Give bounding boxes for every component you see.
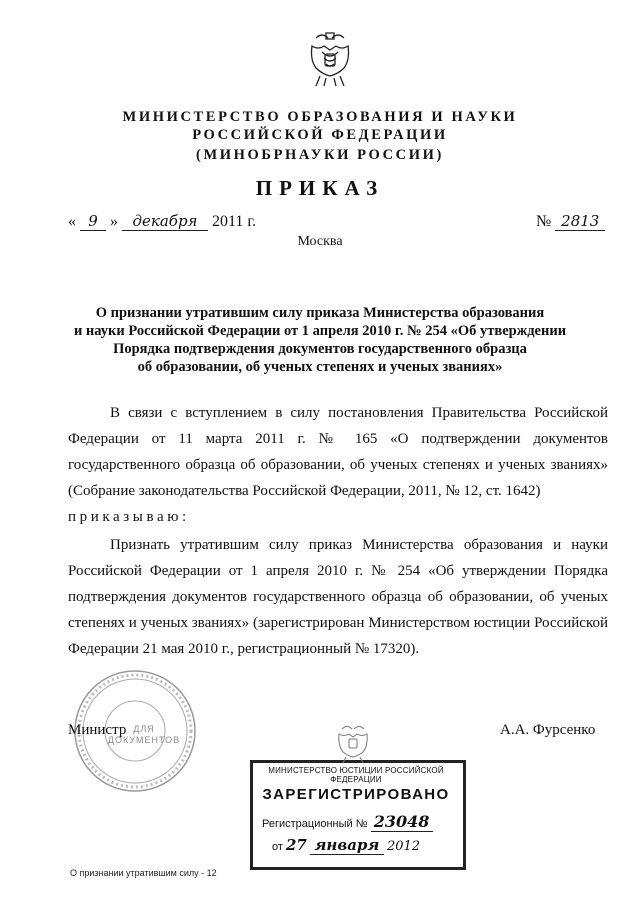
subject-line: Порядка подтверждения документов государственного образца [113, 341, 527, 357]
stamp-reg-label: Регистрационный № [262, 818, 368, 830]
stamp-date-year: 2012 [386, 839, 421, 854]
stamp-registration [262, 812, 433, 832]
quote-open: « [68, 213, 76, 230]
russian-eagle-emblem [308, 32, 352, 88]
subject-line: и науки Российской Федерации от 1 апреля 2010 г. № 254 «Об утверждении [73, 323, 567, 339]
round-seal-text: ДЛЯ ДОКУМЕНТОВ [107, 724, 181, 745]
order-number-value: 2813 [555, 212, 605, 231]
stamp-reg-number: 23048 [371, 812, 433, 832]
stamp-date-day: 27 [285, 836, 307, 854]
stamp-date [272, 836, 420, 855]
order-month: декабря [122, 212, 208, 231]
prikazyvayu: приказываю: [68, 509, 190, 525]
ministry-name-line2: РОССИЙСКОЙ ФЕДЕРАЦИИ [192, 127, 448, 143]
document-title: ПРИКАЗ [255, 176, 385, 200]
signatory-position: Министр [68, 722, 127, 738]
stamp-ministry: МИНИСТЕРСТВО ЮСТИЦИИ РОССИЙСКОЙ ФЕДЕРАЦИИ [268, 766, 444, 784]
order-number [536, 212, 605, 231]
number-label: № [536, 213, 552, 230]
signatory-name: А.А. Фурсенко [500, 722, 596, 738]
order-date [68, 212, 256, 231]
stamp-emblem [336, 724, 370, 764]
subject-line: об образовании, об ученых степенях и ученых званиях» [137, 359, 503, 375]
body-paragraph-1: В связи с вступлением в силу постановления Правительства Российской Федерации от 11 марта 2011 г. № 165 «О подтверждении документов государственного образца об образовании, об ученых степенях и ученых званиях» (Собрание законодательства Российской Федерации, 2011, № 12, ст. 1642) [68, 405, 608, 499]
body-paragraph-2: Признать утратившим силу приказ Министерства образования и науки Российской Федерации от 1 апреля 2010 г. № 254 «Об утверждении Порядка подтверждения документов государственного образца об образовании, об ученых степенях и ученых званиях» (зарегистрирован Министерством юстиции Российской Федерации 21 мая 2010 г., регистрационный № 17320). [68, 537, 608, 657]
order-subject [0, 304, 640, 376]
stamp-date-month: января [310, 836, 384, 855]
ministry-short-name: (МИНОБРНАУКИ РОССИИ) [196, 147, 444, 163]
footer-note: О признании утратившим силу - 12 [70, 868, 217, 878]
quote-close: » [110, 213, 118, 230]
order-city: Москва [297, 234, 343, 249]
subject-line: О признании утратившим силу приказа Министерства образования [95, 305, 545, 321]
order-day: 9 [80, 212, 106, 231]
order-year: 2011 г. [212, 213, 257, 230]
stamp-date-prefix: от [272, 841, 283, 853]
stamp-status: ЗАРЕГИСТРИРОВАНО [262, 786, 450, 803]
ministry-name-line1: МИНИСТЕРСТВО ОБРАЗОВАНИЯ И НАУКИ [122, 109, 518, 125]
